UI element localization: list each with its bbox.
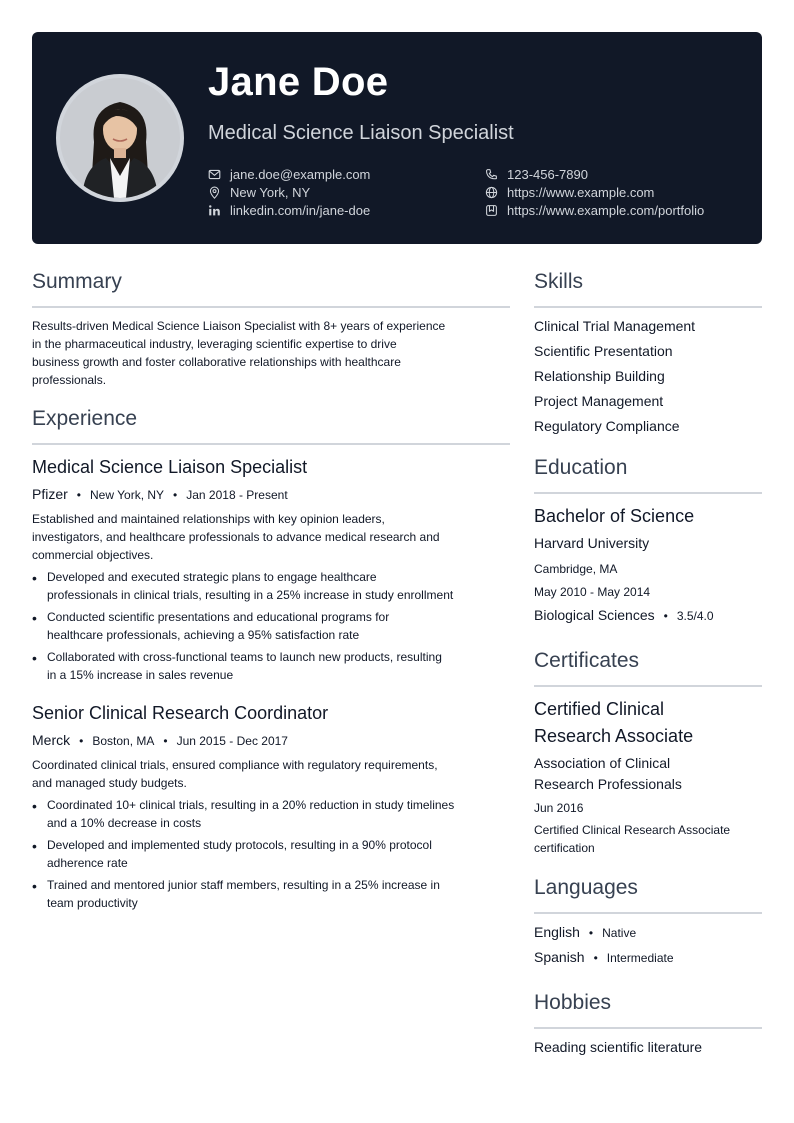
education-school: Harvard University <box>534 535 650 551</box>
language-name: Spanish <box>534 949 585 965</box>
job-bullet <box>32 876 440 912</box>
mail-icon <box>208 168 221 181</box>
job-company: Pfizer <box>32 486 68 502</box>
separator-dot: • <box>173 488 178 502</box>
job-bullet <box>32 796 454 832</box>
job-bullet <box>32 608 389 644</box>
skill-item: Project Management <box>534 393 664 409</box>
education-gpa: 3.5/4.0 <box>676 609 714 623</box>
job-description-line: Established and maintained relationships with key opinion leaders, <box>32 512 385 526</box>
contact-phone[interactable] <box>485 165 588 183</box>
certificate-description-line: certification <box>534 841 595 855</box>
avatar-illustration <box>60 78 180 198</box>
separator-dot: • <box>163 734 168 748</box>
skills-heading: Skills <box>534 270 584 293</box>
bullet-line: • Collaborated with cross-functional teams to launch new products, resulting <box>47 650 442 664</box>
contact-linkedin[interactable] <box>208 201 370 219</box>
certificate-issuer-line: Research Professionals <box>534 776 682 792</box>
hobby-item: Reading scientific literature <box>534 1039 703 1055</box>
job-meta <box>32 486 288 502</box>
job-location: New York, NY <box>90 488 165 502</box>
website-text: https://www.example.com <box>507 184 655 200</box>
certificates-heading: Certificates <box>534 649 640 672</box>
language-level: Intermediate <box>606 951 674 965</box>
job-location: Boston, MA <box>92 734 155 748</box>
job-bullet <box>32 648 442 684</box>
skill-item: Relationship Building <box>534 368 665 384</box>
job-description-line: and managed study budgets. <box>32 776 187 790</box>
job-title: Medical Science Liaison Specialist <box>32 457 308 477</box>
summary-divider <box>32 306 510 308</box>
education-field-row <box>534 607 714 623</box>
job-company: Merck <box>32 732 71 748</box>
linkedin-icon <box>208 204 221 217</box>
certificate-name-line: Certified Clinical <box>534 699 665 719</box>
job-bullet <box>32 836 432 872</box>
certificate-date: Jun 2016 <box>534 801 584 815</box>
bullet-line: • Developed and implemented study protocols, resulting in a 90% protocol <box>47 838 432 852</box>
job-description-line: investigators, and healthcare professionals to advance medical research and <box>32 530 440 544</box>
language-item <box>534 924 636 940</box>
skills-divider <box>534 306 762 308</box>
job-description-line: commercial objectives. <box>32 548 154 562</box>
phone-icon <box>485 168 498 181</box>
bullet-line: • Coordinated 10+ clinical trials, resulting in a 20% reduction in study timelines <box>47 798 455 812</box>
contact-email[interactable] <box>208 165 370 183</box>
hobbies-heading: Hobbies <box>534 991 612 1014</box>
resume-header <box>32 32 762 244</box>
skill-item: Scientific Presentation <box>534 343 673 359</box>
phone-text: 123-456-7890 <box>507 166 588 182</box>
job-bullet <box>32 568 453 604</box>
language-level: Native <box>602 926 637 940</box>
bullet-line: healthcare professionals, achieving a 95% satisfaction rate <box>47 628 360 642</box>
separator-dot: • <box>588 926 594 940</box>
education-divider <box>534 492 762 494</box>
contact-portfolio[interactable] <box>485 201 704 219</box>
contact-location <box>208 183 310 201</box>
language-item <box>534 949 674 965</box>
skill-item: Regulatory Compliance <box>534 418 680 434</box>
contact-website[interactable] <box>485 183 654 201</box>
education-degree: Bachelor of Science <box>534 506 695 526</box>
bullet-line: team productivity <box>47 896 138 910</box>
portfolio-text: https://www.example.com/portfolio <box>507 202 705 218</box>
education-location: Cambridge, MA <box>534 562 618 576</box>
summary-line: professionals. <box>32 373 107 387</box>
experience-heading: Experience <box>32 407 138 430</box>
summary-line: Results-driven Medical Science Liaison Specialist with 8+ years of experience <box>32 319 446 333</box>
separator-dot: • <box>593 951 598 965</box>
job-meta <box>32 732 288 748</box>
candidate-title: Medical Science Liaison Specialist <box>208 122 514 144</box>
candidate-name: Jane Doe <box>208 60 389 104</box>
job-dates: Jun 2015 - Dec 2017 <box>176 734 288 748</box>
experience-divider <box>32 443 510 445</box>
certificate-issuer-line: Association of Clinical <box>534 755 671 771</box>
bullet-line: • Developed and executed strategic plans to engage healthcare <box>47 570 377 584</box>
separator-dot: • <box>663 609 668 623</box>
summary-heading: Summary <box>32 270 122 293</box>
bullet-line: in a 15% increase in sales revenue <box>47 668 234 682</box>
certificates-divider <box>534 685 762 687</box>
email-text: jane.doe@example.com <box>230 166 371 182</box>
education-heading: Education <box>534 456 628 479</box>
education-dates: May 2010 - May 2014 <box>534 585 651 599</box>
separator-dot: • <box>76 488 81 502</box>
bullet-line: professionals in clinical trials, resulting in a 25% increase in study enrollment <box>47 588 454 602</box>
summary-line: business growth and foster collaborative relationships with healthcare <box>32 355 401 369</box>
bullet-line: • Trained and mentored junior staff members, resulting in a 25% increase in <box>47 878 440 892</box>
linkedin-text: linkedin.com/in/jane-doe <box>230 202 371 218</box>
summary-line: in the pharmaceutical industry, leveraging scientific expertise to drive <box>32 337 397 351</box>
education-field: Biological Sciences <box>534 607 655 623</box>
location-pin-icon <box>208 186 221 199</box>
separator-dot: • <box>79 734 84 748</box>
certificate-description-line: Certified Clinical Research Associate <box>534 823 731 837</box>
languages-divider <box>534 912 762 914</box>
profile-photo <box>56 74 184 202</box>
hobbies-divider <box>534 1027 762 1029</box>
certificate-name-line: Research Associate <box>534 726 694 746</box>
bullet-line: • Conducted scientific presentations and educational programs for <box>47 610 390 624</box>
language-name: English <box>534 924 580 940</box>
languages-heading: Languages <box>534 876 638 899</box>
bullet-line: adherence rate <box>47 856 128 870</box>
job-title: Senior Clinical Research Coordinator <box>32 703 329 723</box>
location-text: New York, NY <box>230 184 311 200</box>
bullet-line: and a 10% decrease in costs <box>47 816 202 830</box>
job-dates: Jan 2018 - Present <box>186 488 288 502</box>
globe-icon <box>485 186 498 199</box>
job-description-line: Coordinated clinical trials, ensured compliance with regulatory requirements, <box>32 758 438 772</box>
skill-item: Clinical Trial Management <box>534 318 696 334</box>
portfolio-icon <box>485 204 498 217</box>
